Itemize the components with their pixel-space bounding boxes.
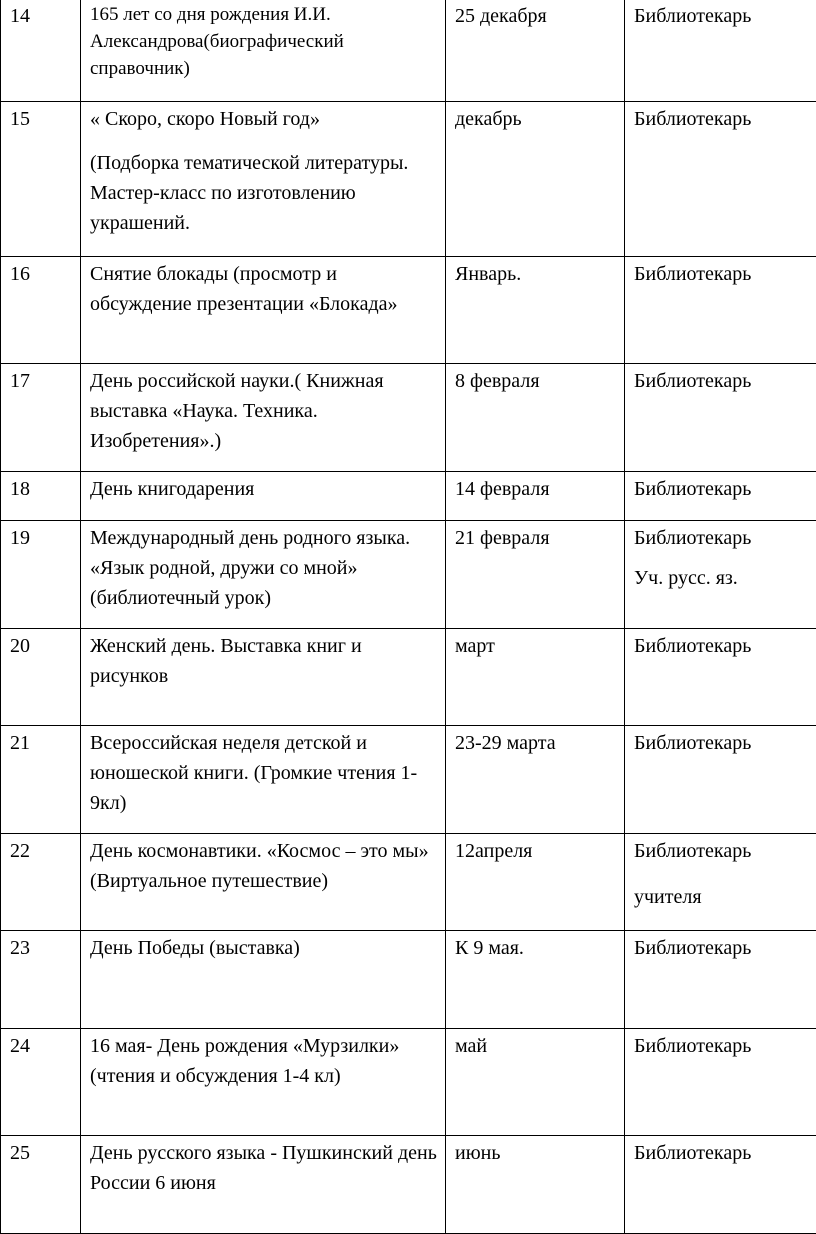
date-cell: Январь. — [446, 257, 625, 364]
row-number: 20 — [1, 629, 81, 726]
row-number: 19 — [1, 521, 81, 629]
event-cell: Международный день родного языка. «Язык родной, дружи со мной» (библиотечный урок) — [81, 521, 446, 629]
date-cell: К 9 мая. — [446, 931, 625, 1029]
event-cell: Всероссийская неделя детской и юношеской книги. (Громкие чтения 1-9кл) — [81, 726, 446, 834]
table-row — [1, 257, 816, 364]
event-cell: 16 мая- День рождения «Мурзилки» (чтения и обсуждения 1-4 кл) — [81, 1029, 446, 1136]
responsible-cell: Библиотекарь — [625, 931, 816, 1029]
date-cell: июнь — [446, 1136, 625, 1234]
row-number: 15 — [1, 102, 81, 257]
table-row — [1, 931, 816, 1029]
table-row — [1, 726, 816, 834]
row-number: 23 — [1, 931, 81, 1029]
date-cell: 12апреля — [446, 834, 625, 931]
responsible-cell: Библиотекарь — [625, 364, 816, 472]
table-row — [1, 834, 816, 931]
row-number: 18 — [1, 472, 81, 521]
date-cell: декабрь — [446, 102, 625, 257]
date-cell: 8 февраля — [446, 364, 625, 472]
row-number: 21 — [1, 726, 81, 834]
table-row — [1, 521, 816, 629]
table-row — [1, 1136, 816, 1234]
responsible-cell: Библиотекарь — [625, 629, 816, 726]
row-number: 14 — [1, 0, 81, 102]
event-title: « Скоро, скоро Новый год» — [90, 108, 320, 130]
event-cell: 165 лет со дня рождения И.И. Александрова(биографический справочник) — [81, 0, 446, 102]
table-row — [1, 1029, 816, 1136]
event-cell: Снятие блокады (просмотр и обсуждение презентации «Блокада» — [81, 257, 446, 364]
row-number: 24 — [1, 1029, 81, 1136]
date-cell: март — [446, 629, 625, 726]
table-row — [1, 629, 816, 726]
event-cell — [81, 102, 446, 257]
responsible-cell: Библиотекарь — [625, 726, 816, 834]
table-row — [1, 364, 816, 472]
date-cell: 21 февраля — [446, 521, 625, 629]
responsible-secondary: учителя — [634, 882, 810, 912]
event-cell: День космонавтики. «Космос – это мы» (Виртуальное путешествие) — [81, 834, 446, 931]
responsible-cell: Библиотекарь — [625, 0, 816, 102]
event-cell: День Победы (выставка) — [81, 931, 446, 1029]
responsible-secondary: Уч. русс. яз. — [634, 563, 810, 593]
event-cell: Женский день. Выставка книг и рисунков — [81, 629, 446, 726]
date-cell: 23-29 марта — [446, 726, 625, 834]
responsible-cell — [625, 834, 816, 931]
date-cell: май — [446, 1029, 625, 1136]
row-number: 16 — [1, 257, 81, 364]
responsible-primary: Библиотекарь — [634, 840, 751, 862]
event-cell: День русского языка - Пушкинский день России 6 июня — [81, 1136, 446, 1234]
row-number: 17 — [1, 364, 81, 472]
date-cell: 14 февраля — [446, 472, 625, 521]
responsible-cell: Библиотекарь — [625, 257, 816, 364]
responsible-cell: Библиотекарь — [625, 1029, 816, 1136]
date-cell: 25 декабря — [446, 0, 625, 102]
event-cell: День российской науки.( Книжная выставка «Наука. Техника. Изобретения».) — [81, 364, 446, 472]
event-cell: День книгодарения — [81, 472, 446, 521]
responsible-primary: Библиотекарь — [634, 527, 751, 549]
row-number: 25 — [1, 1136, 81, 1234]
table-row — [1, 472, 816, 521]
responsible-cell: Библиотекарь — [625, 102, 816, 257]
responsible-cell: Библиотекарь — [625, 1136, 816, 1234]
row-number: 22 — [1, 834, 81, 931]
table-row — [1, 0, 816, 102]
responsible-cell — [625, 521, 816, 629]
responsible-cell: Библиотекарь — [625, 472, 816, 521]
table-row — [1, 102, 816, 257]
event-description: (Подборка тематической литературы. Мастер-класс по изготовлению украшений. — [90, 148, 439, 238]
